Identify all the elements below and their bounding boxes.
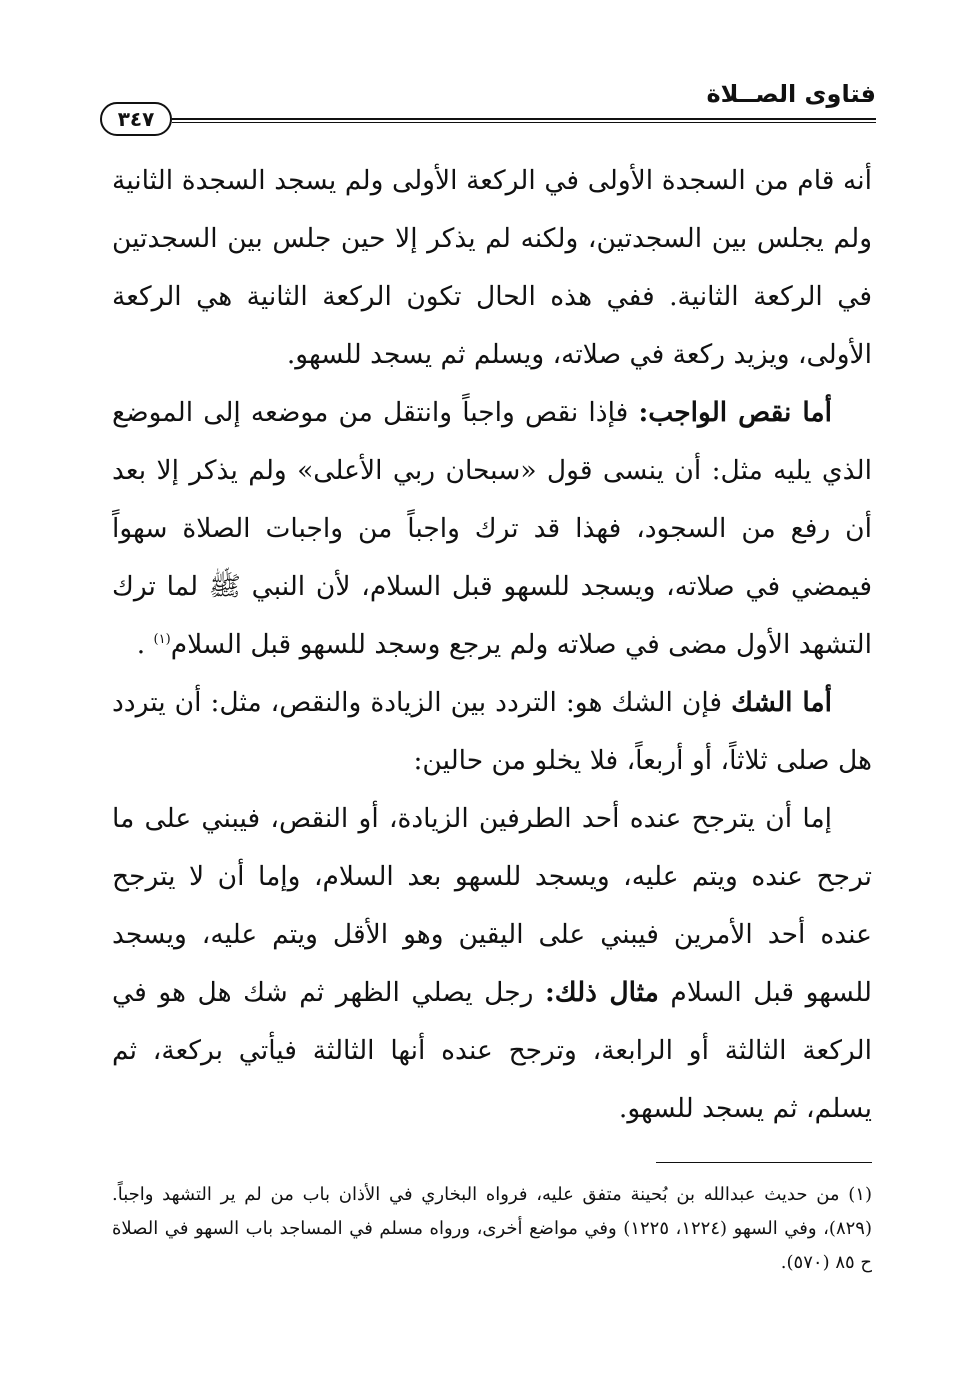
paragraph-1-text: أنه قام من السجدة الأولى في الركعة الأولى ولم يسجد السجدة الثانية ولم يجلس بين السجدتين، ولكنه لم يذكر إلا حين جلس بين السجدتين في الركعة الثانية. ففي هذه الحال تكون الركعة الثانية هي الركعة الأولى، ويزيد ركعة في صلاته، ويسلم ثم يسجد للسهو.	[112, 165, 872, 370]
paragraph-4-text: إما أن يترجح عنده أحد الطرفين الزيادة، أو النقص، فيبني على ما ترجح عنده ويتم عليه، ويسجد للسهو بعد السلام، وإما أن لا يترجح عنده أحد الأمرين فيبني على اليقين وهو الأقل ويتم عليه، ويسجد للسهو قبل السلام	[112, 803, 872, 1008]
header-rule	[172, 118, 876, 120]
footnotes	[112, 1178, 872, 1280]
running-title: فتاوى الصــلاة	[706, 80, 876, 108]
paragraph-2-end: .	[136, 629, 154, 660]
main-text	[112, 152, 872, 1138]
paragraph-4-end: رجل يصلي الظهر ثم شك هل هو في الركعة الثالثة أو الرابعة، وترجح عنده أنها الثالثة فيأتي بركعة، ثم يسلم، ثم يسجد للسهو.	[112, 977, 872, 1124]
heading-example: مثال ذلك:	[544, 977, 659, 1008]
page-header	[100, 78, 876, 134]
footnote-ref-1[interactable]: (١)	[153, 632, 171, 648]
footnote-separator	[656, 1162, 872, 1163]
paragraph-3	[112, 674, 872, 790]
heading-doubt: أما الشك	[731, 687, 832, 718]
paragraph-3-text: فإن الشك هو: التردد بين الزيادة والنقص، مثل: أن يتردد هل صلى ثلاثاً، أو أربعاً، فلا يخلو من حالين:	[112, 687, 872, 776]
paragraph-1	[112, 152, 872, 384]
header-rule-thin	[172, 122, 876, 123]
paragraph-4	[112, 790, 872, 1138]
heading-missing-obligation: أما نقص الواجب:	[638, 397, 832, 428]
paragraph-2-text: فإذا نقص واجباً وانتقل من موضعه إلى الموضع الذي يليه مثل: أن ينسى قول «سبحان ربي الأعلى» ولم يذكر إلا بعد أن رفع من السجود، فهذا قد ترك واجباً من واجبات الصلاة سهواً فيمضي في صلاته، ويسجد للسهو قبل السلام، لأن النبي ﷺ لما ترك التشهد الأول مضى في صلاته ولم يرجع وسجد للسهو قبل السلام	[112, 397, 872, 660]
page-number: ٣٤٧	[100, 102, 172, 136]
paragraph-2	[112, 384, 872, 674]
footnote-1: (١) من حديث عبدالله بن بُحينة متفق عليه، فرواه البخاري في الأذان باب من لم ير التشهد واجباً. (٨٢٩)، وفي السهو (١٢٢٤، ١٢٢٥) وفي مواضع أخرى، ورواه مسلم في المساجد باب السهو في الصلاة ح ٨٥ (٥٧٠).	[112, 1184, 872, 1273]
